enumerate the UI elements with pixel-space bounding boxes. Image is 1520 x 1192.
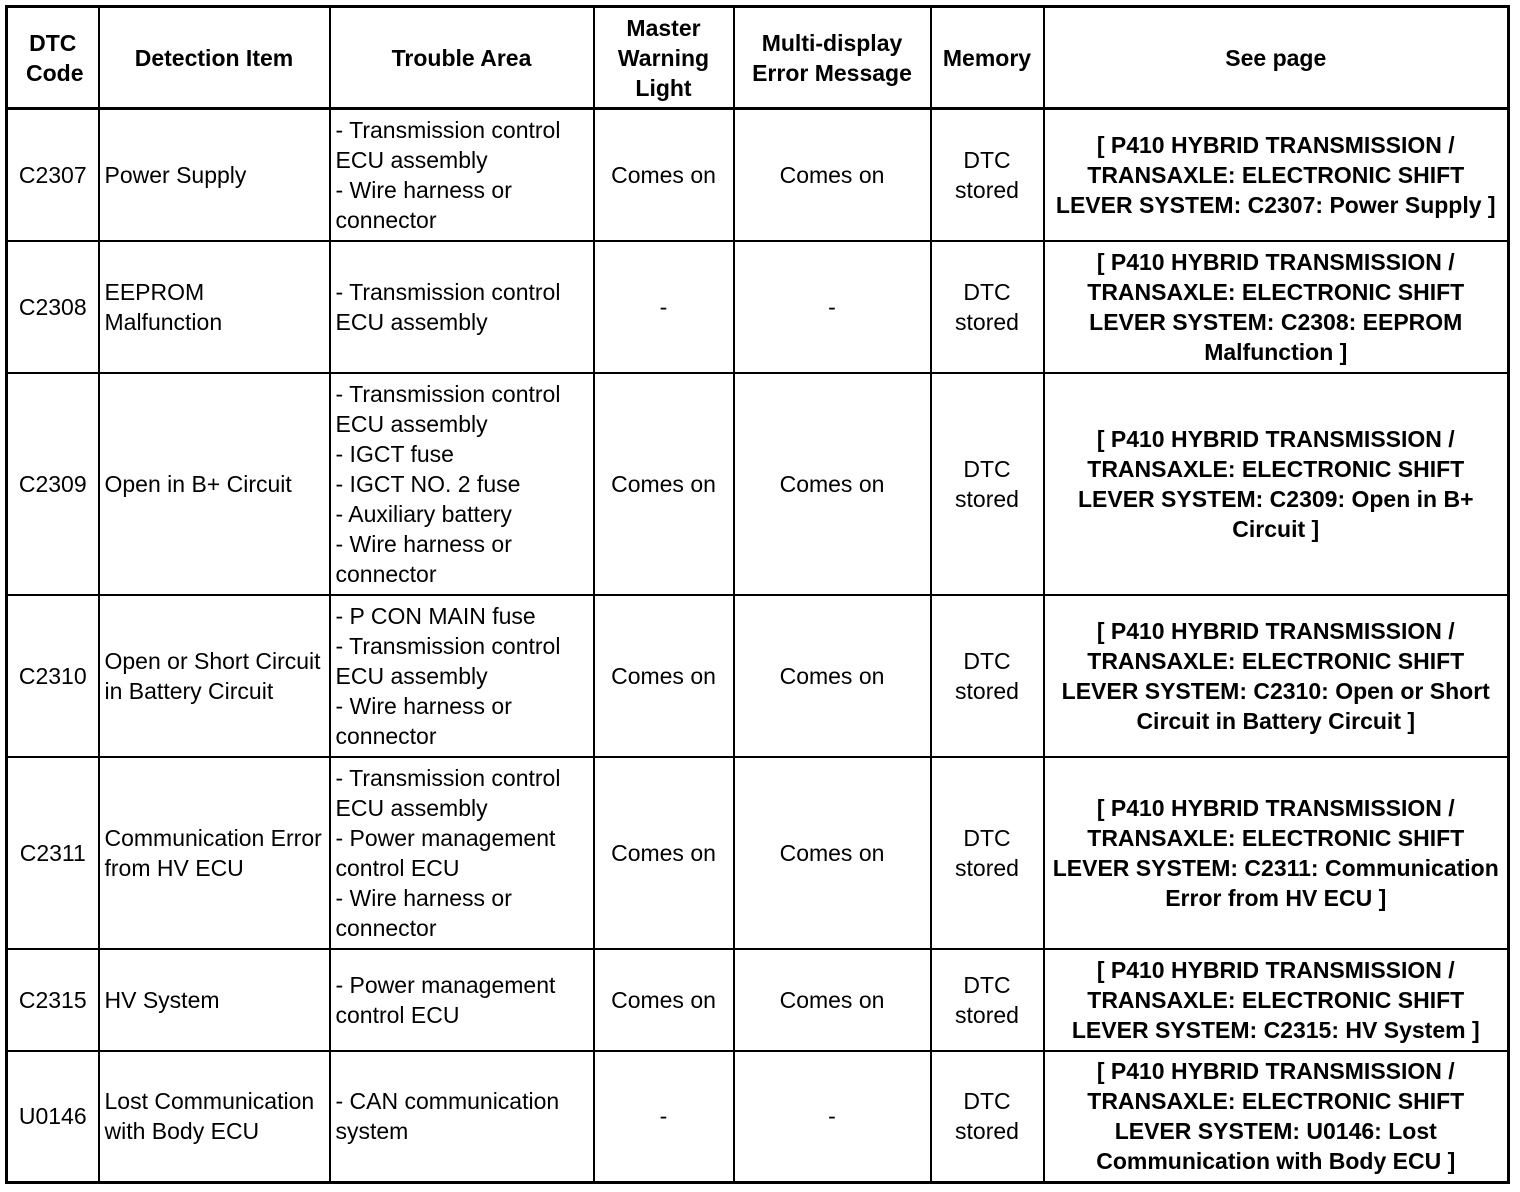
trouble-area-cell <box>330 109 594 241</box>
multi-display-message-cell: Comes on <box>734 757 931 949</box>
detection-item-cell: Power Supply <box>99 109 330 241</box>
dtc-code-cell: C2311 <box>7 757 99 949</box>
trouble-area-cell <box>330 757 594 949</box>
trouble-area-line: - Transmission control ECU assembly <box>335 116 561 173</box>
trouble-area-line: - Power management control ECU <box>335 824 556 881</box>
see-page-link: [ P410 HYBRID TRANSMISSION / TRANSAXLE: ELECTRONIC SHIFT LEVER SYSTEM: C2311: Communication Error from HV ECU ] <box>1044 757 1509 949</box>
master-warning-light-cell: Comes on <box>594 373 734 595</box>
memory-cell: DTC stored <box>931 949 1044 1051</box>
dtc-table-container <box>5 5 1510 1184</box>
trouble-area-line: - Power management control ECU <box>335 971 556 1028</box>
trouble-area-cell <box>330 241 594 373</box>
master-warning-light-cell: Comes on <box>594 757 734 949</box>
header-dtc-code: DTC Code <box>7 7 99 109</box>
multi-display-message-cell: Comes on <box>734 373 931 595</box>
trouble-area-line: - Wire harness or connector <box>335 176 512 233</box>
header-trouble-area: Trouble Area <box>330 7 594 109</box>
table-row <box>7 373 1509 595</box>
trouble-area-line: - Auxiliary battery <box>335 500 512 527</box>
multi-display-message-cell: Comes on <box>734 109 931 241</box>
multi-display-message-cell: - <box>734 1051 931 1183</box>
master-warning-light-cell: Comes on <box>594 109 734 241</box>
header-master-warning-light: Master Warning Light <box>594 7 734 109</box>
header-multi-display-error-message: Multi-display Error Message <box>734 7 931 109</box>
dtc-table-body <box>7 109 1509 1183</box>
multi-display-message-cell: Comes on <box>734 949 931 1051</box>
see-page-link: [ P410 HYBRID TRANSMISSION / TRANSAXLE: ELECTRONIC SHIFT LEVER SYSTEM: U0146: Lost Communication with Body ECU ] <box>1044 1051 1509 1183</box>
trouble-area-cell <box>330 1051 594 1183</box>
dtc-code-cell: C2315 <box>7 949 99 1051</box>
detection-item-cell: Lost Communication with Body ECU <box>99 1051 330 1183</box>
table-row <box>7 595 1509 757</box>
master-warning-light-cell: Comes on <box>594 595 734 757</box>
multi-display-message-cell: - <box>734 241 931 373</box>
memory-cell: DTC stored <box>931 241 1044 373</box>
master-warning-light-cell: - <box>594 1051 734 1183</box>
table-row <box>7 949 1509 1051</box>
trouble-area-line: - Wire harness or connector <box>335 692 512 749</box>
dtc-code-cell: C2310 <box>7 595 99 757</box>
trouble-area-line: - IGCT fuse <box>335 440 454 467</box>
trouble-area-line: - Wire harness or connector <box>335 884 512 941</box>
table-row <box>7 109 1509 241</box>
trouble-area-line: - Transmission control ECU assembly <box>335 764 561 821</box>
table-row <box>7 757 1509 949</box>
trouble-area-line: - IGCT NO. 2 fuse <box>335 470 521 497</box>
trouble-area-line: - Wire harness or connector <box>335 530 512 587</box>
trouble-area-line: - P CON MAIN fuse <box>335 602 536 629</box>
dtc-code-cell: C2308 <box>7 241 99 373</box>
memory-cell: DTC stored <box>931 595 1044 757</box>
master-warning-light-cell: Comes on <box>594 949 734 1051</box>
memory-cell: DTC stored <box>931 1051 1044 1183</box>
trouble-area-line: - CAN communication system <box>335 1088 560 1145</box>
see-page-link: [ P410 HYBRID TRANSMISSION / TRANSAXLE: ELECTRONIC SHIFT LEVER SYSTEM: C2315: HV System ] <box>1044 949 1509 1051</box>
detection-item-cell: HV System <box>99 949 330 1051</box>
table-row <box>7 241 1509 373</box>
memory-cell: DTC stored <box>931 373 1044 595</box>
trouble-area-cell <box>330 595 594 757</box>
header-row <box>7 7 1509 109</box>
multi-display-message-cell: Comes on <box>734 595 931 757</box>
trouble-area-cell <box>330 373 594 595</box>
dtc-table <box>5 5 1510 1184</box>
trouble-area-cell <box>330 949 594 1051</box>
header-memory: Memory <box>931 7 1044 109</box>
dtc-code-cell: U0146 <box>7 1051 99 1183</box>
detection-item-cell: Open in B+ Circuit <box>99 373 330 595</box>
master-warning-light-cell: - <box>594 241 734 373</box>
trouble-area-line: - Transmission control ECU assembly <box>335 632 561 689</box>
detection-item-cell: Communication Error from HV ECU <box>99 757 330 949</box>
header-see-page: See page <box>1044 7 1509 109</box>
see-page-link: [ P410 HYBRID TRANSMISSION / TRANSAXLE: ELECTRONIC SHIFT LEVER SYSTEM: C2308: EEPROM Malfunction ] <box>1044 241 1509 373</box>
detection-item-cell: Open or Short Circuit in Battery Circuit <box>99 595 330 757</box>
see-page-link: [ P410 HYBRID TRANSMISSION / TRANSAXLE: ELECTRONIC SHIFT LEVER SYSTEM: C2307: Power Supply ] <box>1044 109 1509 241</box>
see-page-link: [ P410 HYBRID TRANSMISSION / TRANSAXLE: ELECTRONIC SHIFT LEVER SYSTEM: C2309: Open in B+ Circuit ] <box>1044 373 1509 595</box>
dtc-code-cell: C2307 <box>7 109 99 241</box>
trouble-area-line: - Transmission control ECU assembly <box>335 278 561 335</box>
detection-item-cell: EEPROM Malfunction <box>99 241 330 373</box>
trouble-area-line: - Transmission control ECU assembly <box>335 380 561 437</box>
see-page-link: [ P410 HYBRID TRANSMISSION / TRANSAXLE: ELECTRONIC SHIFT LEVER SYSTEM: C2310: Open or Short Circuit in Battery Circuit ] <box>1044 595 1509 757</box>
memory-cell: DTC stored <box>931 109 1044 241</box>
header-detection-item: Detection Item <box>99 7 330 109</box>
memory-cell: DTC stored <box>931 757 1044 949</box>
table-row <box>7 1051 1509 1183</box>
dtc-code-cell: C2309 <box>7 373 99 595</box>
